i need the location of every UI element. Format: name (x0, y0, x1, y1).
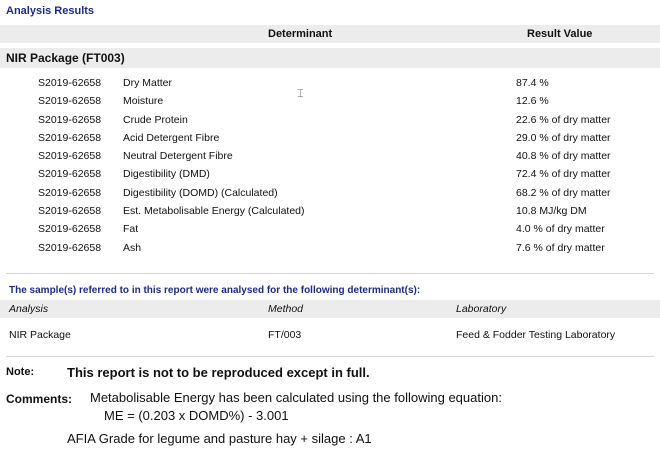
package-header (0, 48, 660, 68)
table-row (0, 93, 660, 111)
determinant-name: Digestibility (DOMD) (Calculated) (123, 186, 278, 199)
afia-grade: AFIA Grade for legume and pasture hay + silage : A1 (67, 431, 372, 446)
result-value-column-header: Result Value (527, 28, 593, 40)
me-equation: ME = (0.203 x DOMD%) - 3.001 (104, 408, 289, 423)
sample-id: S2019-62658 (38, 131, 102, 144)
result-value: 4.0 % of dry matter (516, 223, 605, 236)
results-column-header (0, 25, 660, 43)
analysis-column-header (0, 300, 660, 318)
result-value: 87.4 % (516, 77, 549, 89)
report-title: Analysis Results (6, 5, 95, 17)
result-value: 40.8 % of dry matter (516, 150, 611, 163)
result-value: 29.0 % of dry matter (516, 131, 611, 144)
determinant-column-header: Determinant (268, 28, 333, 40)
table-row (0, 166, 660, 184)
laboratory-name: Feed & Fodder Testing Laboratory (456, 329, 616, 341)
determinant-name: Acid Detergent Fibre (123, 131, 220, 144)
method-code: FT/003 (268, 329, 302, 341)
comment-line: Metabolisable Energy has been calculated using the following equation: (90, 390, 502, 405)
divider (6, 356, 654, 357)
divider (6, 273, 654, 274)
determinant-name: Ash (123, 241, 142, 254)
sample-id: S2019-62658 (38, 186, 102, 199)
sample-id: S2019-62658 (38, 95, 102, 108)
results-table (0, 75, 660, 258)
table-row (0, 130, 660, 148)
determinant-name: Neutral Detergent Fibre (123, 150, 233, 163)
sample-id: S2019-62658 (38, 150, 102, 163)
table-row (0, 185, 660, 203)
table-row (0, 75, 660, 93)
determinant-name: Crude Protein (123, 113, 188, 126)
note-label: Note: (6, 366, 35, 378)
table-row (0, 221, 660, 239)
note-text: This report is not to be reproduced except in full. (67, 365, 370, 380)
determinant-name: Dry Matter (123, 77, 173, 89)
analysis-row (0, 326, 660, 344)
laboratory-column-label: Laboratory (456, 303, 507, 315)
result-value: 72.4 % of dry matter (516, 168, 611, 181)
table-row (0, 148, 660, 166)
result-value: 22.6 % of dry matter (516, 113, 611, 126)
determinant-name: Fat (123, 223, 139, 236)
comments-label: Comments: (6, 392, 73, 406)
package-title: NIR Package (FT003) (6, 51, 125, 65)
table-row (0, 112, 660, 130)
sample-id: S2019-62658 (38, 223, 102, 236)
result-value: 7.6 % of dry matter (516, 241, 605, 254)
sample-id: S2019-62658 (38, 241, 102, 254)
text-cursor-icon: ⌶ (297, 88, 304, 100)
table-row (0, 240, 660, 258)
determinant-name: Moisture (123, 95, 164, 108)
sample-id: S2019-62658 (38, 113, 102, 126)
analysed-heading: The sample(s) referred to in this report were analysed for the following determinant(s): (9, 285, 421, 296)
analysis-name: NIR Package (9, 329, 71, 341)
table-row (0, 203, 660, 221)
sample-id: S2019-62658 (38, 205, 102, 218)
result-value: 68.2 % of dry matter (516, 186, 611, 199)
sample-id: S2019-62658 (38, 168, 102, 181)
method-column-label: Method (268, 303, 304, 315)
result-value: 10.8 MJ/kg DM (516, 205, 587, 218)
result-value: 12.6 % (516, 95, 549, 108)
determinant-name: Digestibility (DMD) (123, 168, 210, 181)
sample-id: S2019-62658 (38, 77, 102, 89)
determinant-name: Est. Metabolisable Energy (Calculated) (123, 205, 305, 218)
analysis-column-label: Analysis (9, 303, 49, 315)
